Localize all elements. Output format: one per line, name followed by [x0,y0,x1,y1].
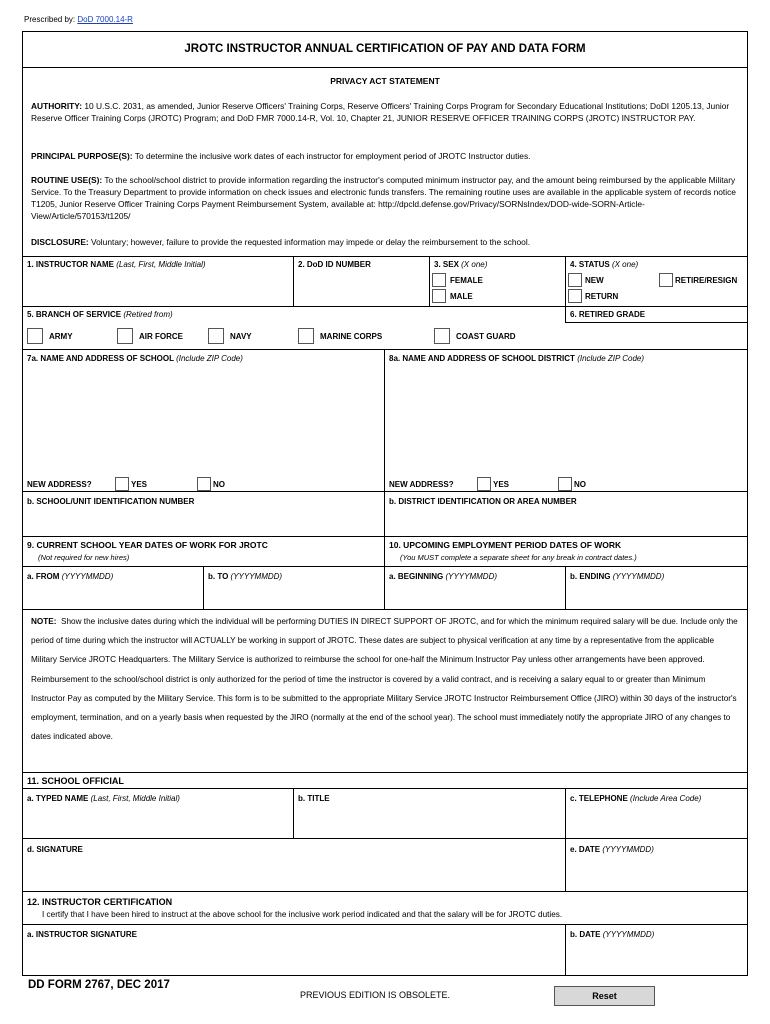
prescribed-link[interactable]: DoD 7000.14-R [77,15,133,24]
branch-label: 5. BRANCH OF SERVICE (Retired from) [27,310,173,319]
form-number: DD FORM 2767, DEC 2017 [28,979,170,991]
school-id-label: b. SCHOOL/UNIT IDENTIFICATION NUMBER [27,497,195,506]
prescribed-by: Prescribed by: DoD 7000.14-R [24,15,133,24]
instructor-date-label: b. DATE (YYYYMMDD) [570,930,655,939]
return-label: RETURN [585,292,619,301]
school-new-address-label: NEW ADDRESS? [27,480,92,489]
disclosure-para: DISCLOSURE: Voluntary; however, failure to provide the requested information may impede or delay the reimbursement to the school. [31,237,531,247]
purpose-para: PRINCIPAL PURPOSE(S): To determine the inclusive work dates of each instructor for employment period of JROTC Instructor duties. [31,151,531,161]
from-date-label: a. FROM (YYYYMMDD) [27,572,114,581]
retire-checkbox[interactable] [659,273,673,287]
new-label: NEW [585,276,604,285]
female-label: FEMALE [450,276,483,285]
upcoming-dates-hint: (You MUST complete a separate sheet for any break in contract dates.) [400,553,637,562]
sex-label: 3. SEX (X one) [434,260,488,269]
instructor-name-label: 1. INSTRUCTOR NAME (Last, First, Middle Initial) [27,260,206,269]
marines-label: MARINE CORPS [320,332,383,341]
school-yes-label: YES [131,480,148,489]
airforce-checkbox[interactable] [117,328,133,344]
note-paragraph: NOTE: Show the inclusive dates during which the individual will be performing DUTIES IN DIRECT SUPPORT OF JROTC, and for which the minimum required salary will be due. Include only the period of time during which the instructor will ACTUALLY be working in support of JROTC. These dates are subject to physical verification at any time by a representative from the applicable Military Service JROTC Headquarters. The Military Service is authorized to reimburse the school for one-half the Minimum Instructor Pay unless other arrangements have been approved. Reimbursement to the school/school district is only authorized for the period of time the instructor is covered by a valid contract, and is receiving a salary equal to or greater than Minimum Instructor Pay as computed by the Military Service. This form is to be submitted to the appropriate Military Service JROTC Instructor Reimbursement Office (JIRO) within 30 days of the instructor's employment, termination, and on a yearly basis when requested by the JIRO (normally at the end of the school year). The school must immediately notify the appropriate JIRO of any changes to dates indicated above. [31,617,738,742]
ending-date-label: b. ENDING (YYYYMMDD) [570,572,665,581]
official-date-label: e. DATE (YYYYMMDD) [570,845,654,854]
beginning-date-label: a. BEGINNING (YYYYMMDD) [389,572,498,581]
return-checkbox[interactable] [568,289,582,303]
navy-label: NAVY [230,332,252,341]
new-checkbox[interactable] [568,273,582,287]
district-new-address-label: NEW ADDRESS? [389,480,454,489]
current-dates-hint: (Not required for new hires) [38,553,130,562]
privacy-heading: PRIVACY ACT STATEMENT [330,76,440,86]
instructor-cert-title: 12. INSTRUCTOR CERTIFICATION [27,897,173,907]
authority-para: AUTHORITY: 10 U.S.C. 2031, as amended, Junior Reserve Officers' Training Corps, Reserve Officers' Training Corps Program for Secondary Educational Institutions; DoDI 1205.13, Junior Reserve Officer Training Corps (JROTC) Program; and DoD FMR 7000.14-R, Vol. 10, Chapter 21, JUNIOR RESERVE OFFICER TRAINING CORPS (JROTC) INSTRUCTOR PAY. [31,101,730,123]
instructor-cert-text: I certify that I have been hired to instruct at the above school for the inclusive work period indicated and that the salary will be for JROTC duties. [42,910,563,919]
male-label: MALE [450,292,473,301]
district-yes-label: YES [493,480,510,489]
school-address-label: 7a. NAME AND ADDRESS OF SCHOOL (Include ZIP Code) [27,354,243,363]
district-no-checkbox[interactable] [558,477,572,491]
telephone-label: c. TELEPHONE (Include Area Code) [570,794,702,803]
obsolete-note: PREVIOUS EDITION IS OBSOLETE. [300,990,451,1000]
instructor-signature-label: a. INSTRUCTOR SIGNATURE [27,930,137,939]
airforce-label: AIR FORCE [139,332,183,341]
signature-label: d. SIGNATURE [27,845,83,854]
district-id-label: b. DISTRICT IDENTIFICATION OR AREA NUMBER [389,497,577,506]
navy-checkbox[interactable] [208,328,224,344]
school-no-label: NO [213,480,225,489]
title-label: b. TITLE [298,794,330,803]
typed-name-label: a. TYPED NAME (Last, First, Middle Initial) [27,794,180,803]
routine-para: ROUTINE USE(S): To the school/school district to provide information regarding the instructor's computed minimum instructor pay, and the amount being reimbursed by the applicable Military Service. To the Treasury Department to provide information on check issues and electronic funds transfers. The remaining routine uses are available in the applicable system of records notice T1205, Junior Reserve Officer Training Corps Payment Reimbursement System, available at: http://dpcld.defense.gov/Privacy/SORNsIndex/DOD-wide-SORN-Article-View/Article/570153/t1205/ [31,175,736,221]
coastguard-checkbox[interactable] [434,328,450,344]
army-label: ARMY [49,332,73,341]
school-official-title: 11. SCHOOL OFFICIAL [27,776,124,786]
army-checkbox[interactable] [27,328,43,344]
district-no-label: NO [574,480,586,489]
retired-grade-label: 6. RETIRED GRADE [570,310,646,319]
coastguard-label: COAST GUARD [456,332,516,341]
dod-id-label: 2. DoD ID NUMBER [298,260,371,269]
retire-label: RETIRE/RESIGN [675,276,738,285]
reset-button[interactable]: Reset [554,986,655,1006]
male-checkbox[interactable] [432,289,446,303]
school-yes-checkbox[interactable] [115,477,129,491]
status-label: 4. STATUS (X one) [570,260,639,269]
school-no-checkbox[interactable] [197,477,211,491]
district-address-label: 8a. NAME AND ADDRESS OF SCHOOL DISTRICT (Include ZIP Code) [389,354,645,363]
female-checkbox[interactable] [432,273,446,287]
marines-checkbox[interactable] [298,328,314,344]
district-yes-checkbox[interactable] [477,477,491,491]
upcoming-dates-label: 10. UPCOMING EMPLOYMENT PERIOD DATES OF WORK [389,540,622,550]
form-title: JROTC INSTRUCTOR ANNUAL CERTIFICATION OF PAY AND DATA FORM [184,43,586,55]
to-date-label: b. TO (YYYYMMDD) [208,572,283,581]
current-dates-label: 9. CURRENT SCHOOL YEAR DATES OF WORK FOR JROTC [27,540,268,550]
